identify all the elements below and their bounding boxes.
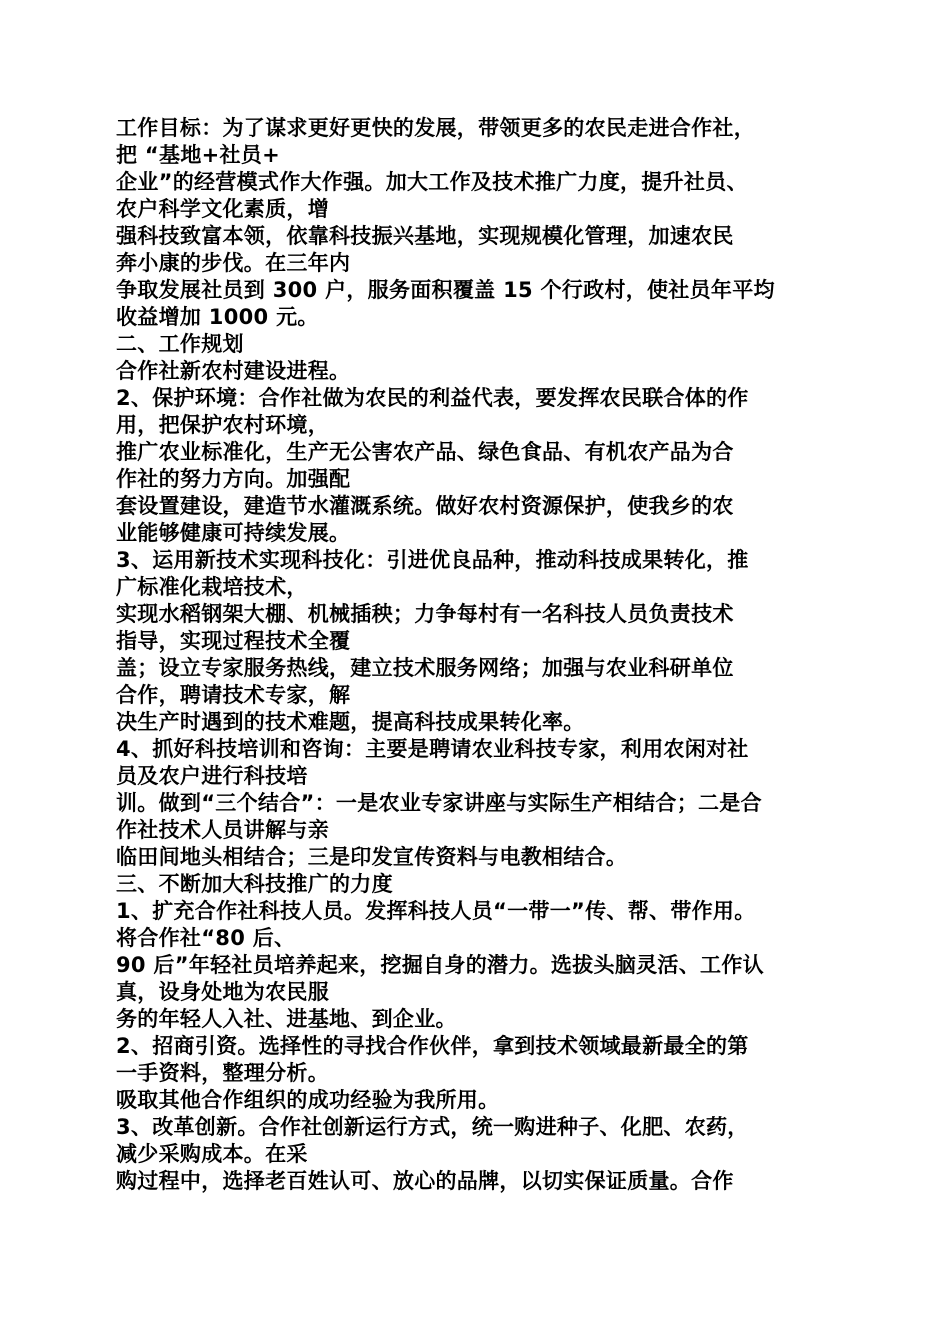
text-line: 1、扩充合作社科技人员。发挥科技人员“一带一”传、帮、带作用。 [116,899,756,923]
text-line: 临田间地头相结合；三是印发宣传资料与电教相结合。 [116,845,628,869]
text-line: 将合作社“80 后、 [116,926,296,950]
text-line: 4、抓好科技培训和咨询：主要是聘请农业科技专家，利用农闲对社 [116,737,749,761]
text-line: 工作目标：为了谋求更好更快的发展，带领更多的农民走进合作社， [116,116,755,140]
text-line: 作社技术人员讲解与亲 [116,818,329,842]
text-line: 广标准化栽培技术， [116,575,308,599]
text-line: 真，设身处地为农民服 [116,980,329,1004]
text-line: 2、保护环境：合作社做为农民的利益代表，要发挥农民联合体的作 [116,386,749,410]
text-line: 奔小康的步伐。在三年内 [116,251,351,275]
text-line: 三、不断加大科技推广的力度 [116,872,393,896]
text-line: 收益增加 1000 元。 [116,305,319,329]
text-line: 2、招商引资。选择性的寻找合作伙伴，拿到技术领域最新最全的第 [116,1034,749,1058]
document-body [116,115,836,1195]
text-line: 3、运用新技术实现科技化：引进优良品种，推动科技成果转化，推 [116,548,749,572]
text-line: 企业”的经营模式作大作强。加大工作及技术推广力度，提升社员、 [116,170,748,194]
text-line: 把 “基地+社员+ [116,143,281,167]
text-line: 员及农户进行科技培 [116,764,308,788]
text-line: 训。做到“三个结合”：一是农业专家讲座与实际生产相结合；二是合 [116,791,762,815]
text-line: 决生产时遇到的技术难题，提高科技成果转化率。 [116,710,585,734]
text-line: 套设置建设，建造节水灌溉系统。做好农村资源保护，使我乡的农 [116,494,734,518]
text-line: 业能够健康可持续发展。 [116,521,351,545]
text-line: 用，把保护农村环境， [116,413,329,437]
text-line: 合作，聘请技术专家，解 [116,683,351,707]
text-line: 减少采购成本。在采 [116,1142,308,1166]
text-line: 实现水稻钢架大棚、机械插秧；力争每村有一名科技人员负责技术 [116,602,734,626]
text-line: 一手资料，整理分析。 [116,1061,329,1085]
text-line: 作社的努力方向。加强配 [116,467,351,491]
text-line: 务的年轻人入社、进基地、到企业。 [116,1007,457,1031]
text-line: 吸取其他合作组织的成功经验为我所用。 [116,1088,500,1112]
text-line: 购过程中，选择老百姓认可、放心的品牌，以切实保证质量。合作 [116,1169,734,1193]
text-line: 争取发展社员到 300 户，服务面积覆盖 15 个行政村，使社员年平均 [116,278,775,302]
text-line: 二、工作规划 [116,332,244,356]
text-line: 强科技致富本领，依靠科技振兴基地，实现规模化管理，加速农民 [116,224,734,248]
text-line: 推广农业标准化，生产无公害农产品、绿色食品、有机农产品为合 [116,440,734,464]
text-line: 3、改革创新。合作社创新运行方式，统一购进种子、化肥、农药， [116,1115,749,1139]
text-line: 农户科学文化素质，增 [116,197,329,221]
text-line: 盖；设立专家服务热线，建立技术服务网络；加强与农业科研单位 [116,656,734,680]
text-line: 90 后”年轻社员培养起来，挖掘自身的潜力。选拔头脑灵活、工作认 [116,953,764,977]
text-line: 合作社新农村建设进程。 [116,359,351,383]
text-line: 指导，实现过程技术全覆 [116,629,351,653]
